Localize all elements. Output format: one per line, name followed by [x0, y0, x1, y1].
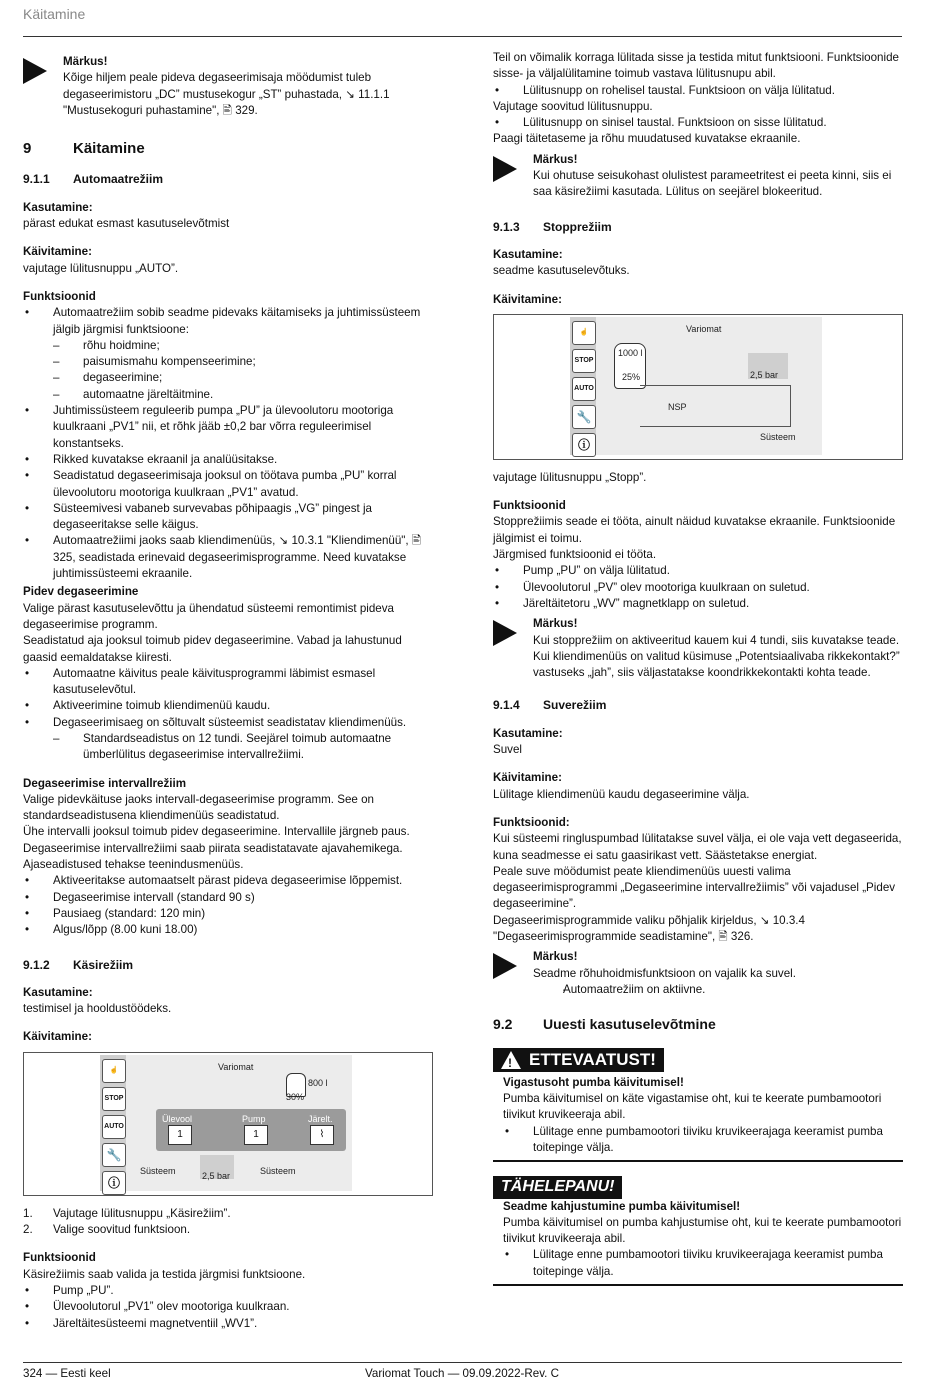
screen-panel [570, 317, 822, 455]
paragraph: Käsirežiimis saab valida ja testida järgmisi funktsioone. [23, 1267, 306, 1281]
refill-valve-button[interactable]: ⌇ [310, 1125, 334, 1145]
nsp-label: NSP [668, 401, 687, 412]
footer-doc: Variomat Touch — 09.09.2022-Rev. C [365, 1367, 559, 1380]
left-column [23, 50, 433, 1332]
footer-divider [23, 1362, 902, 1363]
caution-body [493, 1075, 903, 1162]
caution-text: Pumba käivitumisel on käte vigastamise oht, kui te keerate pumbamootori tiivikut kruvikeeraja abil. [503, 1092, 882, 1122]
note-title: Märkus! [63, 55, 108, 68]
use-text: seadme kasutuselevõtuks. [493, 264, 630, 278]
info-icon[interactable]: ⓘ [102, 1171, 126, 1195]
functions-label: Funktsioonid [493, 499, 566, 513]
note-2 [493, 152, 903, 201]
list-item: • Automaatrežiimi jaoks saab kliendimenüüs, ↘ 10.3.1 "Kliendimenüü", 🖹 325, seadistada erinevaid degaseerimisprogramme. Need kuvatakse juhtimissüsteemi ekraanile. [23, 533, 433, 582]
note-4 [493, 949, 903, 998]
list-item: – rõhu hoidmine; [23, 338, 433, 354]
paragraph: Vajutage soovitud lülitusnuppu. [493, 99, 653, 113]
start-text: vajutage lülitusnuppu „AUTO”. [23, 261, 179, 275]
functions-label: Funktsioonid: [493, 815, 570, 829]
overflow-count: 1 [177, 1128, 183, 1140]
list-item: • Ülevoolutorul „PV” olev mootoriga kuulkraan on suletud. [493, 580, 903, 596]
section-9-heading [23, 141, 433, 157]
list-item: • Degaseerimisaeg on sõltuvalt süsteemist seadistatav kliendimenüüs. [23, 715, 433, 731]
paragraph: Valige pidevkäituse jaoks intervall-degaseerimise programm. See on standardseadistusena kliendimenüüs seadistatud. [23, 792, 374, 823]
pump-label: Pump [242, 1113, 266, 1124]
section-number: 9.1.3 [493, 219, 520, 234]
section-title: Uuesti kasutuselevõtmine [543, 1016, 716, 1033]
section-number: 9.2 [493, 1016, 513, 1033]
functions-label: Funktsioonid [23, 289, 96, 303]
list-item: – degaseerimine; [23, 370, 433, 386]
caution-bullet: • Lülitage enne pumbamootori tiiviku kruvikeerajaga keeramist pumba toitepinge välja. [503, 1124, 903, 1157]
paragraph: Paagi täitetaseme ja rõhu muudatused kuvatakse ekraanile. [493, 132, 801, 146]
section-title: Suverežiim [543, 698, 607, 713]
right-column [493, 50, 903, 1286]
section-title: Stopprežiim [543, 219, 612, 234]
warning-icon: ! [501, 1051, 521, 1069]
list-item: • Automaatne käivitus peale käivitusprogrammi läbimist esmasel kasutuselevõtul. [23, 666, 433, 699]
note-text: Kui ohutuse seisukohast olulistest parameetritest ei peeta kinni, siis ei saa käsirežiimi kasutada. Lülitus on seejärel blokeeritud. [533, 169, 892, 199]
system-label: Süsteem [760, 431, 796, 442]
section-911-heading [23, 171, 433, 187]
section-number: 9 [23, 140, 32, 158]
list-item: • Algus/lõpp (8.00 kuni 18.00) [23, 922, 433, 938]
note-dash: – Automaatrežiim on aktiivne. [533, 982, 903, 998]
stop-start-text: vajutage lülitusnuppu „Stopp”. [493, 470, 647, 484]
functions-label: Funktsioonid [23, 1251, 96, 1265]
wrench-icon[interactable]: 🔧 [102, 1143, 126, 1167]
hand-icon[interactable]: ☝ [102, 1059, 126, 1083]
note-text: Seadme rõhuhoidmisfunktsioon on vajalik ka suvel. [533, 966, 796, 980]
footer-page: 324 — Eesti keel [23, 1367, 111, 1380]
note-title: Märkus! [533, 617, 578, 631]
use-label: Kasutamine: [23, 200, 93, 214]
list-item: • Pausiaeg (standard: 120 min) [23, 906, 433, 922]
use-label: Kasutamine: [23, 985, 93, 999]
caution-label: ETTEVAATUST! [529, 1050, 656, 1070]
list-item: • Lülitusnupp on rohelisel taustal. Funktsioon on välja lülitatud. [493, 83, 903, 99]
screen-title: Variomat [686, 323, 722, 334]
list-item: • Ülevoolutorul „PV1” olev mootoriga kuulkraan. [23, 1299, 433, 1315]
tank-level: 30% [286, 1091, 305, 1102]
auto-button[interactable]: AUTO [102, 1115, 126, 1139]
list-item: • Aktiveerimine toimub kliendimenüü kaudu. [23, 698, 433, 714]
list-item: • Lülitusnupp on sinisel taustal. Funktsioon on sisse lülitatud. [493, 115, 903, 131]
screen-sidebar [100, 1055, 126, 1191]
interval-label: Degaseerimise intervallrežiim [23, 776, 187, 790]
use-label: Kasutamine: [493, 726, 563, 740]
list-item: • Järeltäitetoru „WV” magnetklapp on suletud. [493, 596, 903, 612]
header-title: Käitamine [23, 6, 86, 22]
caution-title: Vigastusoht pumba käivitumisel! [503, 1075, 684, 1089]
start-label: Käivitamine: [23, 245, 92, 259]
list-item: – paisumismahu kompenseerimine; [23, 354, 433, 370]
section-912-heading [23, 957, 433, 973]
tank-volume: 1000 l [618, 347, 643, 358]
notice-label: TÄHELEPANU! [501, 1178, 615, 1196]
paragraph: Ühe intervalli jooksul toimub pidev degaseerimine. Intervallile järgneb paus. Degaseerimise intervallrežiimi saab piirata seadistatavate ajavahemikega. Ajaseadistused tehakse teenindusmenüüs. [23, 825, 410, 872]
section-number: 9.1.4 [493, 698, 520, 713]
pipe-lines [640, 385, 791, 427]
list-item: • Seadistatud degaseerimisaja jooksul on töötava pumba „PU” korral ülevoolutoru mootoriga kuulkraan „PV1” avatud. [23, 468, 433, 501]
notice-bullet: • Lülitage enne pumbamootori tiiviku kruvikeerajaga keeramist pumba toitepinge välja. [503, 1247, 903, 1280]
list-item: • Rikked kuvatakse ekraanil ja analüüsitakse. [23, 452, 433, 468]
notice-text: Pumba käivitumisel on pumba kahjustumise oht, kui te keerate pumbamootori tiivikut kruvikeeraja abil. [503, 1215, 902, 1246]
list-item: • Süsteemivesi vabaneb survevabas põhipaagis „VG” pingest ja degaseeritakse selle käigus. [23, 501, 433, 534]
paragraph: Seadistatud aja jooksul toimub pidev degaseerimine. Vabad ja lahustunud gaasid eemaldatakse kiiresti. [23, 634, 402, 664]
list-item: – Standardseadistus on 12 tundi. Seejärel toimub automaatne ümberlülitus degaseerimise intervallrežiimi. [23, 731, 433, 764]
paragraph: Kui süsteemi ringluspumbad lülitatakse suvel välja, ei ole vaja vett degaseerida, kuna seadmesse ei satu gaasirikast vett. Säästetakse energiat. [493, 832, 902, 862]
section-title: Automaatrežiim [73, 172, 164, 187]
use-label: Kasutamine: [493, 247, 563, 261]
section-914-heading [493, 697, 903, 713]
stop-button[interactable]: STOP [572, 349, 596, 373]
list-item: • Järeltäitesüsteemi magnetventiil „WV1”. [23, 1316, 433, 1332]
note-text: Kui stopprežiim on aktiveeritud kauem kui 4 tundi, siis kuvatakse teade. [533, 633, 900, 647]
note-title: Märkus! [533, 152, 578, 166]
list-item: • Degaseerimise intervall (standard 90 s) [23, 890, 433, 906]
paragraph: Valige pärast kasutuselevõttu ja ühendatud süsteemi remontimist pideva degaseerimise programm. [23, 601, 394, 631]
list-item: • Automaatrežiim sobib seadme pidevaks käitamiseks ja juhtimissüsteem jälgib järgmisi funktsioone: [23, 305, 433, 338]
hand-icon[interactable]: ☝ [572, 321, 596, 345]
paragraph: Stopprežiimis seade ei tööta, ainult näidud kuvatakse ekraanile. Funktsioonide jälgimist ei toimu. [493, 515, 896, 545]
system-label-left: Süsteem [140, 1165, 176, 1176]
note-title: Märkus! [533, 950, 578, 964]
paragraph: Peale suve möödumist peate kliendimenüüs uuesti valima degaseerimisprogrammi „Degaseerimine intervallrežiimis” või vajadusel „Pidev degaseerimine”. [493, 864, 896, 911]
start-label: Käivitamine: [23, 1030, 92, 1044]
system-label-right: Süsteem [260, 1165, 296, 1176]
section-number: 9.1.1 [23, 172, 50, 187]
note-1 [23, 54, 433, 119]
start-label: Käivitamine: [493, 771, 562, 785]
notice-title: Seadme kahjustumine pumba käivitumisel! [503, 1199, 741, 1213]
start-label: Käivitamine: [493, 292, 562, 306]
use-text: testimisel ja hooldustöödeks. [23, 1002, 172, 1016]
pump-button[interactable] [244, 1125, 268, 1145]
wrench-icon[interactable]: 🔧 [572, 405, 596, 429]
continuous-label: Pidev degaseerimine [23, 585, 139, 599]
screen-panel [100, 1055, 352, 1191]
list-item: • Juhtimissüsteem reguleerib pumpa „PU” ja ülevoolutoru mootoriga kuulkraani „PV1” nii, et rõhk jääb ±0,2 bar võrra reguleerimisel konstantseks. [23, 403, 433, 452]
pump-count: 1 [253, 1128, 259, 1140]
info-icon[interactable]: ⓘ [572, 433, 596, 457]
section-number: 9.1.2 [23, 957, 50, 972]
start-text: Lülitage kliendimenüü kaudu degaseerimine välja. [493, 787, 750, 801]
pressure-value: 2,5 bar [202, 1170, 231, 1181]
auto-button[interactable]: AUTO [572, 377, 596, 401]
pressure-value: 2,5 bar [750, 369, 779, 380]
note-arrow-icon [493, 620, 517, 646]
use-text: pärast edukat esmast kasutuselevõtmist [23, 217, 230, 231]
screen-title: Variomat [218, 1061, 254, 1072]
section-title: Käsirežiim [73, 957, 134, 972]
notice-badge [493, 1176, 622, 1198]
stop-button[interactable]: STOP [102, 1087, 126, 1111]
manual-mode-screen-figure [23, 1052, 433, 1196]
screen-sidebar [570, 317, 596, 455]
stop-mode-screen-figure [493, 314, 903, 460]
overflow-valve-button[interactable] [168, 1125, 192, 1145]
overflow-label: Ülevool [162, 1113, 193, 1124]
list-item: – automaatne järeltäitmine. [23, 387, 433, 403]
list-item: • Pump „PU”. [23, 1283, 433, 1299]
step-2: 2. Valige soovitud funktsioon. [23, 1223, 191, 1237]
paragraph: Järgmised funktsioonid ei tööta. [493, 548, 657, 562]
section-913-heading [493, 219, 903, 235]
refill-label: Järelt. [308, 1113, 333, 1124]
tank-volume: 800 l [308, 1077, 328, 1088]
note-arrow-icon [493, 156, 517, 182]
note-arrow-icon [493, 953, 517, 979]
note-3 [493, 616, 903, 681]
paragraph: Teil on võimalik korraga lülitada sisse ja testida mitut funktsiooni. Funktsioonide sisse- ja väljalülitamine toimub vastava lülitusnupu abil. [493, 51, 899, 81]
step-1: 1. Vajutage lülitusnuppu „Käsirežiim”. [23, 1206, 231, 1220]
caution-badge [493, 1048, 664, 1072]
list-item: • Aktiveeritakse automaatselt pärast pideva degaseerimise lõppemist. [23, 873, 433, 889]
list-item: • Pump „PU” on välja lülitatud. [493, 563, 903, 579]
paragraph: Degaseerimisprogrammide valiku põhjalik kirjeldus, ↘ 10.3.4 "Degaseerimisprogrammide seadistamine", 🖹 326. [493, 913, 805, 943]
notice-body [493, 1199, 903, 1286]
note-text: Kõige hiljem peale pideva degaseerimisaja möödumist tuleb degaseerimistoru „DC” mustusekogur „ST” puhastada, ↘ 11.1.1 "Mustusekoguri puhastamine", 🖹 329. [63, 71, 390, 117]
section-92-heading [493, 1016, 903, 1032]
header-divider [23, 36, 902, 37]
section-title: Käitamine [73, 140, 145, 158]
note-arrow-icon [23, 58, 47, 84]
use-text: Suvel [493, 743, 523, 757]
tank-level: 25% [622, 371, 641, 382]
note-text: Kui kliendimenüüs on valitud küsimuse „Potentsiaalivaba rikkekontakt?” vastuseks „jah”, siis väljastatakse koondrikkekontakti kohta teade. [533, 649, 900, 680]
